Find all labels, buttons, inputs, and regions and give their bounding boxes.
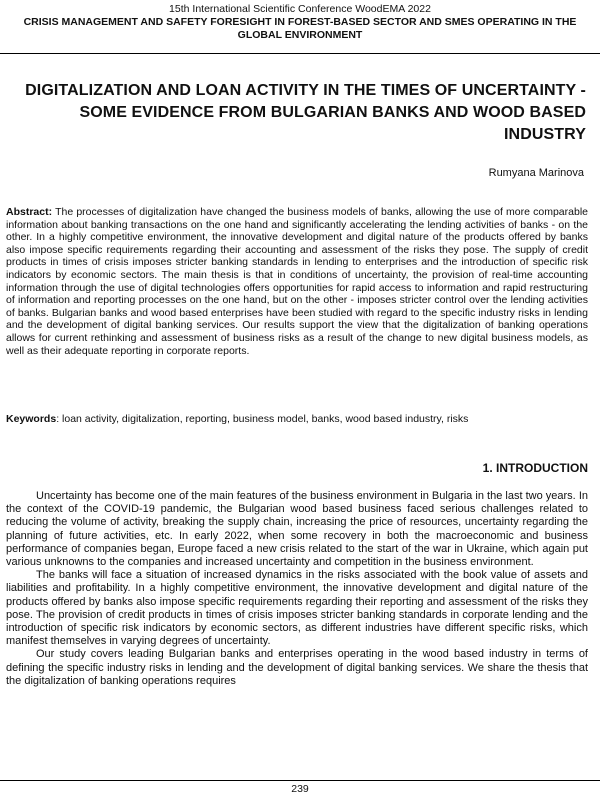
conference-name: 15th International Scientific Conference WoodEMA 2022	[169, 3, 431, 15]
body-text	[6, 490, 588, 688]
paragraph: Our study covers leading Bulgarian banks and enterprises operating in the wood based industry in terms of defining the specific industry risks in lending and the development of digital banking services. We share the thesis that the digitalization of banking operations requires	[6, 648, 588, 687]
author-name: Rumyana Marinova	[488, 167, 584, 179]
keywords-text: : loan activity, digitalization, reporting, business model, banks, wood based industry, risks	[56, 413, 469, 425]
page-number: 239	[291, 783, 309, 795]
paper-title: DIGITALIZATION AND LOAN ACTIVITY IN THE TIMES OF UNCERTAINTY - SOME EVIDENCE FROM BULGARIAN BANKS AND WOOD BASED INDUSTRY	[25, 82, 586, 143]
running-header	[0, 0, 600, 54]
abstract-label: Abstract:	[6, 206, 53, 218]
keywords-label: Keywords	[6, 413, 57, 425]
paragraph: The banks will face a situation of increased dynamics in the risks associated with the book value of assets and liabilities and profitability. In a highly competitive environment, the innovative development and digital nature of the products offered by banks also impose specific requirements regarding their reporting and assessment of the risks they pose. The provision of credit products in times of crisis imposes stricter banking standards in corporate lending and the introduction of specific risk indicators by economic sectors, as different industries have different specific risks, which manifest themselves in varying degrees of uncertainty.	[6, 569, 588, 648]
paragraph: Uncertainty has become one of the main features of the business environment in Bulgaria in the last two years. In the context of the COVID-19 pandemic, the Bulgarian wood based business faced serious challenges related to reducing the volume of activity, breaking the supply chain, increasing the price of resources, uncertainty regarding the planning of future activities, etc. In early 2022, when some recovery in both the macroeconomic and business performance of companies began, Europe faced a new crisis related to the start of the war in Ukraine, which again put various unknowns to the companies and increased uncertainty and competition in the business environment.	[6, 490, 588, 569]
abstract-text: The processes of digitalization have changed the business models of banks, allowing the use of more comparable information about banking transactions on the one hand and significantly accelerating the lending activities of banks - on the other. In a highly competitive environment, the innovative development and digital nature of the products offered by banks also impose specific requirements regarding their accounting and assessment of the risks they pose. The supply of credit products in times of crisis imposes stricter banking standards in lending to enterprises and the introduction of specific risk indicators by economic sectors. The main thesis is that in conditions of uncertainty, the provision of real-time accounting information through the use of digital technologies offers opportunities for rapid access to information and rapid restructuring of information and reporting processes on the one hand, but on the other - imposes stricter control over the lending activities of banks. Bulgarian banks and wood based enterprises have been studied with regard to the specific industry risks in lending and the development of digital banking services. Our results support the view that the digitalization of banking operations allows for current rethinking and assessment of business risks as a result of the change to new digital business models, as well as their adequate reporting in corporate reports.	[6, 206, 588, 357]
conference-theme: CRISIS MANAGEMENT AND SAFETY FORESIGHT IN FOREST-BASED SECTOR AND SMES OPERATING IN THE GLOBAL ENVIRONMENT	[23, 16, 577, 41]
abstract	[6, 206, 588, 357]
page-footer	[0, 780, 600, 801]
keywords	[6, 413, 588, 426]
section-heading: 1. INTRODUCTION	[482, 461, 588, 475]
